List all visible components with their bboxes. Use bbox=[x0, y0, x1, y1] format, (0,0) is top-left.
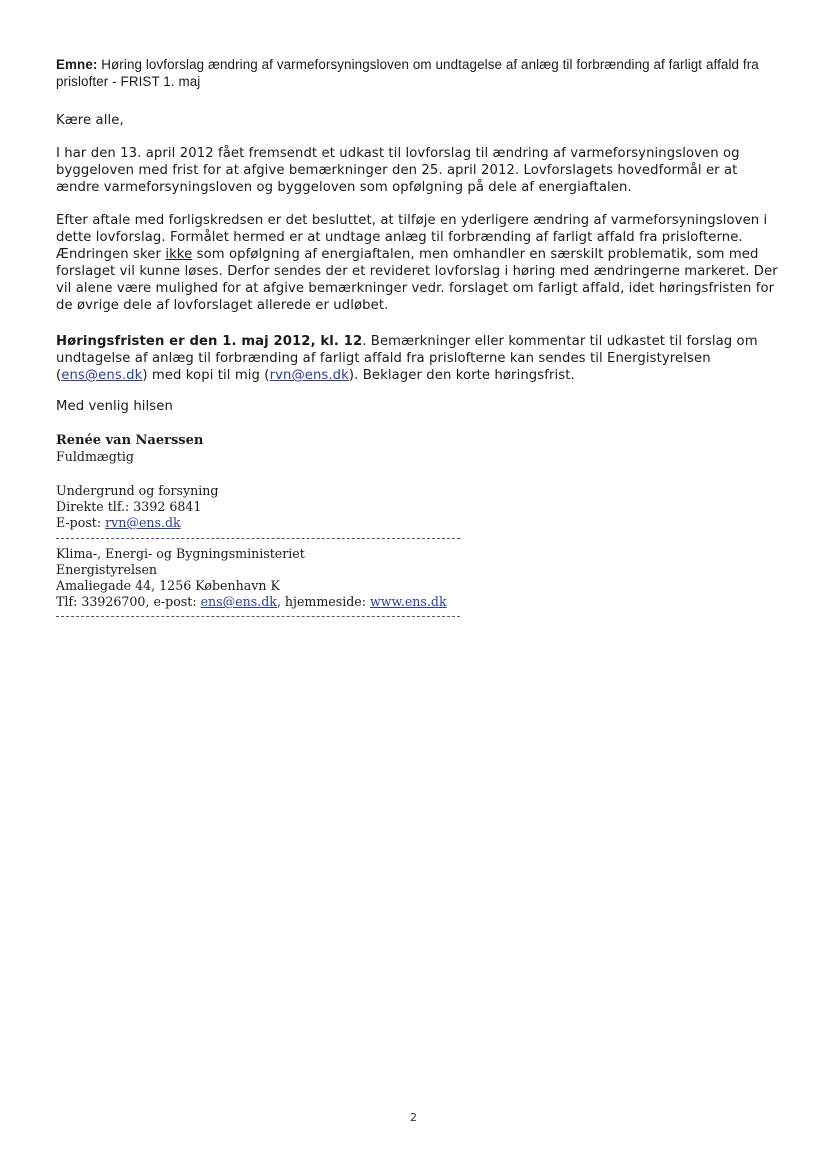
rvn-email-link[interactable]: rvn@ens.dk bbox=[269, 368, 349, 383]
greeting: Kære alle, bbox=[56, 113, 124, 128]
closing: Med venlig hilsen bbox=[56, 399, 173, 414]
signature-email-label: E-post: bbox=[56, 515, 106, 530]
page-number: 2 bbox=[410, 1111, 417, 1124]
signature-agency: Energistyrelsen bbox=[56, 562, 158, 577]
paragraph-amendment-part1: Efter aftale med forligskredsen er det besluttet, at tilføje en yderligere ændring af varmeforsyningsloven i dette lovforslag. Formålet hermed er at undtage anlæg til forbrænding af farligt affald fra prislofterne. Ændringen sker bbox=[56, 213, 768, 262]
hearing-deadline-bold: Høringsfristen er den 1. maj 2012, kl. 12 bbox=[56, 334, 363, 349]
signature-email-link[interactable]: rvn@ens.dk bbox=[105, 515, 181, 530]
contact-website-link[interactable]: www.ens.dk bbox=[370, 594, 447, 609]
signature-email bbox=[56, 515, 181, 531]
paragraph-hearing-deadline bbox=[56, 333, 778, 384]
subject-text: Høring lovforslag ændring af varmeforsyningsloven om undtagelse af anlæg til forbrænding af farligt affald fra prislofter - FRIST 1. maj bbox=[56, 57, 759, 89]
signature-title: Fuldmægtig bbox=[56, 449, 134, 464]
email-subject bbox=[56, 56, 778, 90]
signature-divider-top bbox=[56, 538, 460, 539]
signature-ministry: Klima-, Energi- og Bygningsministeriet bbox=[56, 546, 305, 561]
signature-contact bbox=[56, 594, 447, 610]
signature-name: Renée van Naerssen bbox=[56, 433, 204, 448]
signature-divider-bottom bbox=[56, 616, 460, 617]
ens-email-link[interactable]: ens@ens.dk bbox=[61, 368, 143, 383]
hearing-text-part3: ). Beklager den korte høringsfrist. bbox=[348, 368, 575, 383]
hearing-text-part1: . Bemærkninger eller kommentar til udkastet til forslag om undtagelse af anlæg til forbrænding af farligt affald fra prislofterne kan sendes til Energistyrelsen ( bbox=[56, 334, 758, 383]
signature-address: Amaliegade 44, 1256 København K bbox=[56, 578, 280, 593]
contact-email-link[interactable]: ens@ens.dk bbox=[200, 594, 277, 609]
contact-prefix: Tlf: 33926700, e-post: bbox=[56, 594, 201, 609]
paragraph-amendment bbox=[56, 212, 778, 314]
paragraph-amendment-part2: som opfølgning af energiaftalen, men omhandler en særskilt problematik, som med forslaget vil kunne løses. Derfor sendes der et revideret lovforslag i høring med ændringerne markeret. Der vil alene være mulighed for at afgive bemærkninger vedr. forslaget om farligt affald, idet høringsfristen for de øvrige dele af lovforslaget allerede er udløbet. bbox=[56, 247, 778, 313]
signature-department: Undergrund og forsyning bbox=[56, 483, 219, 498]
signature-phone: Direkte tlf.: 3392 6841 bbox=[56, 499, 202, 514]
paragraph-deadline-info: I har den 13. april 2012 fået fremsendt et udkast til lovforslag til ændring af varmeforsyningsloven og byggeloven med frist for at afgive bemærkninger den 25. april 2012. Lovforslagets hovedformål er at ændre varmeforsyningsloven og byggeloven som opfølgning på dele af energiaftalen. bbox=[56, 146, 740, 195]
emphasis-ikke: ikke bbox=[165, 247, 193, 262]
contact-mid: , hjemmeside: bbox=[276, 594, 370, 609]
hearing-text-part2: ) med kopi til mig ( bbox=[142, 368, 270, 383]
subject-label: Emne: bbox=[56, 57, 98, 72]
